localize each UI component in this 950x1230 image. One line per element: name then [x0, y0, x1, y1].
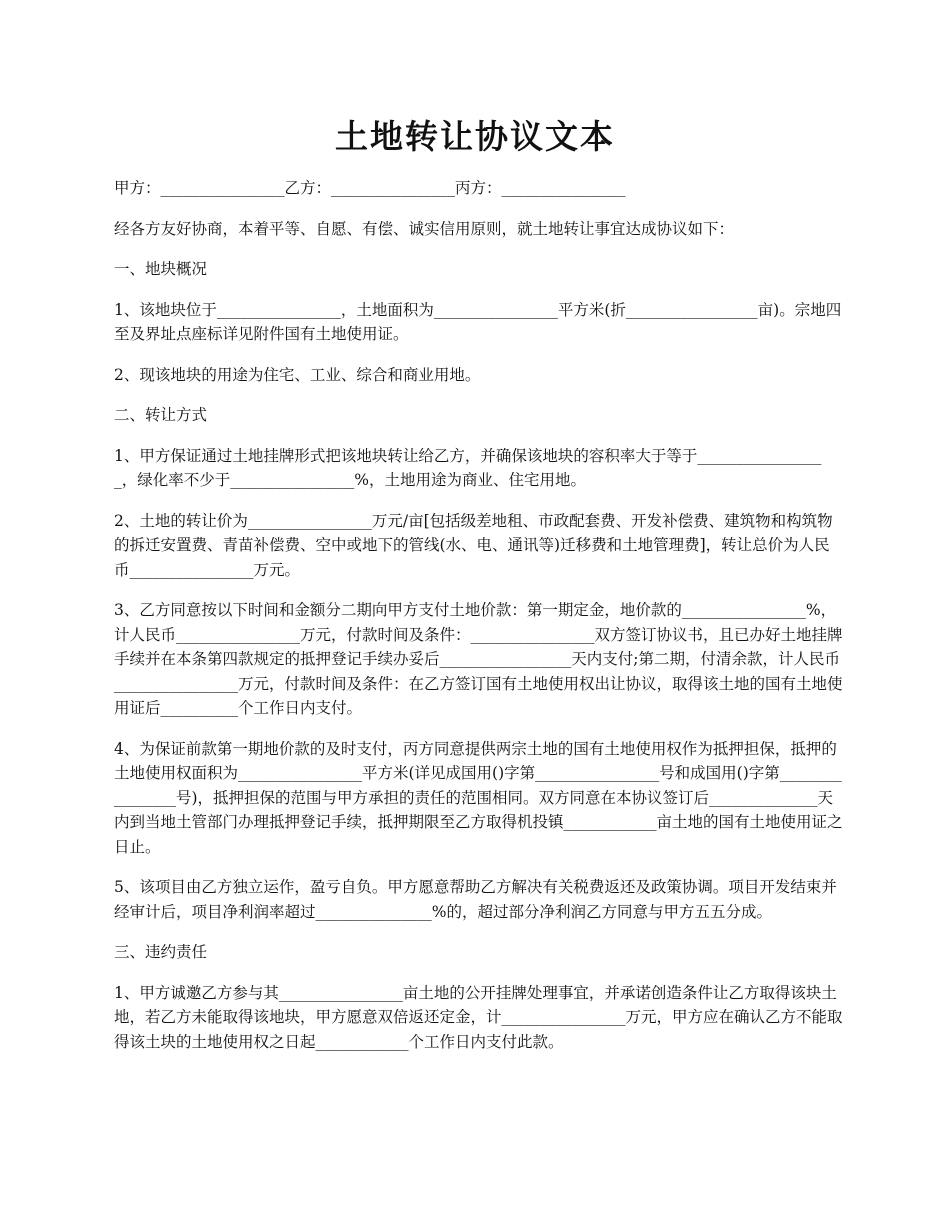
section-heading-transfer-method: 二、转让方式: [114, 406, 208, 424]
document-body: [114, 176, 844, 1070]
clause-1-2: 2、现该地块的用途为住宅、工业、综合和商业用地。: [114, 365, 481, 384]
clause-2-1: 1、甲方保证通过土地挂牌形式把该地块转让给乙方，并确保该地块的容积率大于等于_________________，绿化率不少于________________%，土地用途为商业、住宅用地。: [114, 446, 822, 489]
preamble-paragraph: 经各方友好协商，本着平等、自愿、有偿、诚实信用原则，就土地转让事宜达成协议如下：: [114, 219, 735, 238]
clause-2-5: 5、该项目由乙方独立运作，盈亏自负。甲方愿意帮助乙方解决有关税费返还及政策协调。项目开发结束并经审计后，项目净利润率超过_______________%的，超过部分净利润乙方同意与甲方五五分成。: [114, 878, 837, 921]
parties-line: 甲方：________________乙方：________________丙方：________________: [114, 179, 626, 197]
clause-2-3: 3、乙方同意按以下时间和金额分二期向甲方支付土地价款：第一期定金，地价款的________________%，计人民币________________万元，付款时间及条件：________________双方签订协议书，且已办好土地挂牌手续并在本条第四款规定的抵押登记手续办妥后_________________天内支付;第二期，付清余款，计人民币________________万元，付款时间及条件：在乙方签订国有土地使用权出让协议，取得该土地的国有土地使用证后__________个工作日内支付。: [114, 601, 843, 717]
clause-2-2: 2、土地的转让价为________________万元/亩[包括级差地租、市政配套费、开发补偿费、建筑物和构筑物的拆迁安置费、青苗补偿费、空中或地下的管线(水、电、通讯等)迁移费和土地管理费]，转让总价为人民币________________万元。: [114, 511, 833, 579]
clause-1-1: 1、该地块位于________________，土地面积为________________平方米(折_________________亩)。宗地四至及界址点座标详见附件国有土地使用证。: [114, 300, 842, 343]
document-title: 土地转让协议文本: [335, 117, 615, 156]
section-heading-land-overview: 一、地块概况: [114, 260, 208, 278]
clause-2-4: 4、为保证前款第一期地价款的及时支付，丙方同意提供两宗土地的国有土地使用权作为抵押担保，抵押的土地使用权面积为________________平方米(详见成国用()字第________________号和成国用()字第________________号)，抵押担保的范围与甲方承担的责任的范围相同。双方同意在本协议签订后______________天内到当地土管部门办理抵押登记手续，抵押期限至乙方取得机投镇____________亩土地的国有土地使用证之日止。: [114, 739, 843, 856]
clause-3-1: 1、甲方诚邀乙方参与其________________亩土地的公开挂牌处理事宜，并承诺创造条件让乙方取得该块土地，若乙方未能取得该地块，甲方愿意双倍返还定金，计________________万元，甲方应在确认乙方不能取得该土块的土地使用权之日起____________个工作日内支付此款。: [114, 983, 843, 1051]
section-heading-breach-liability: 三、违约责任: [114, 943, 208, 961]
